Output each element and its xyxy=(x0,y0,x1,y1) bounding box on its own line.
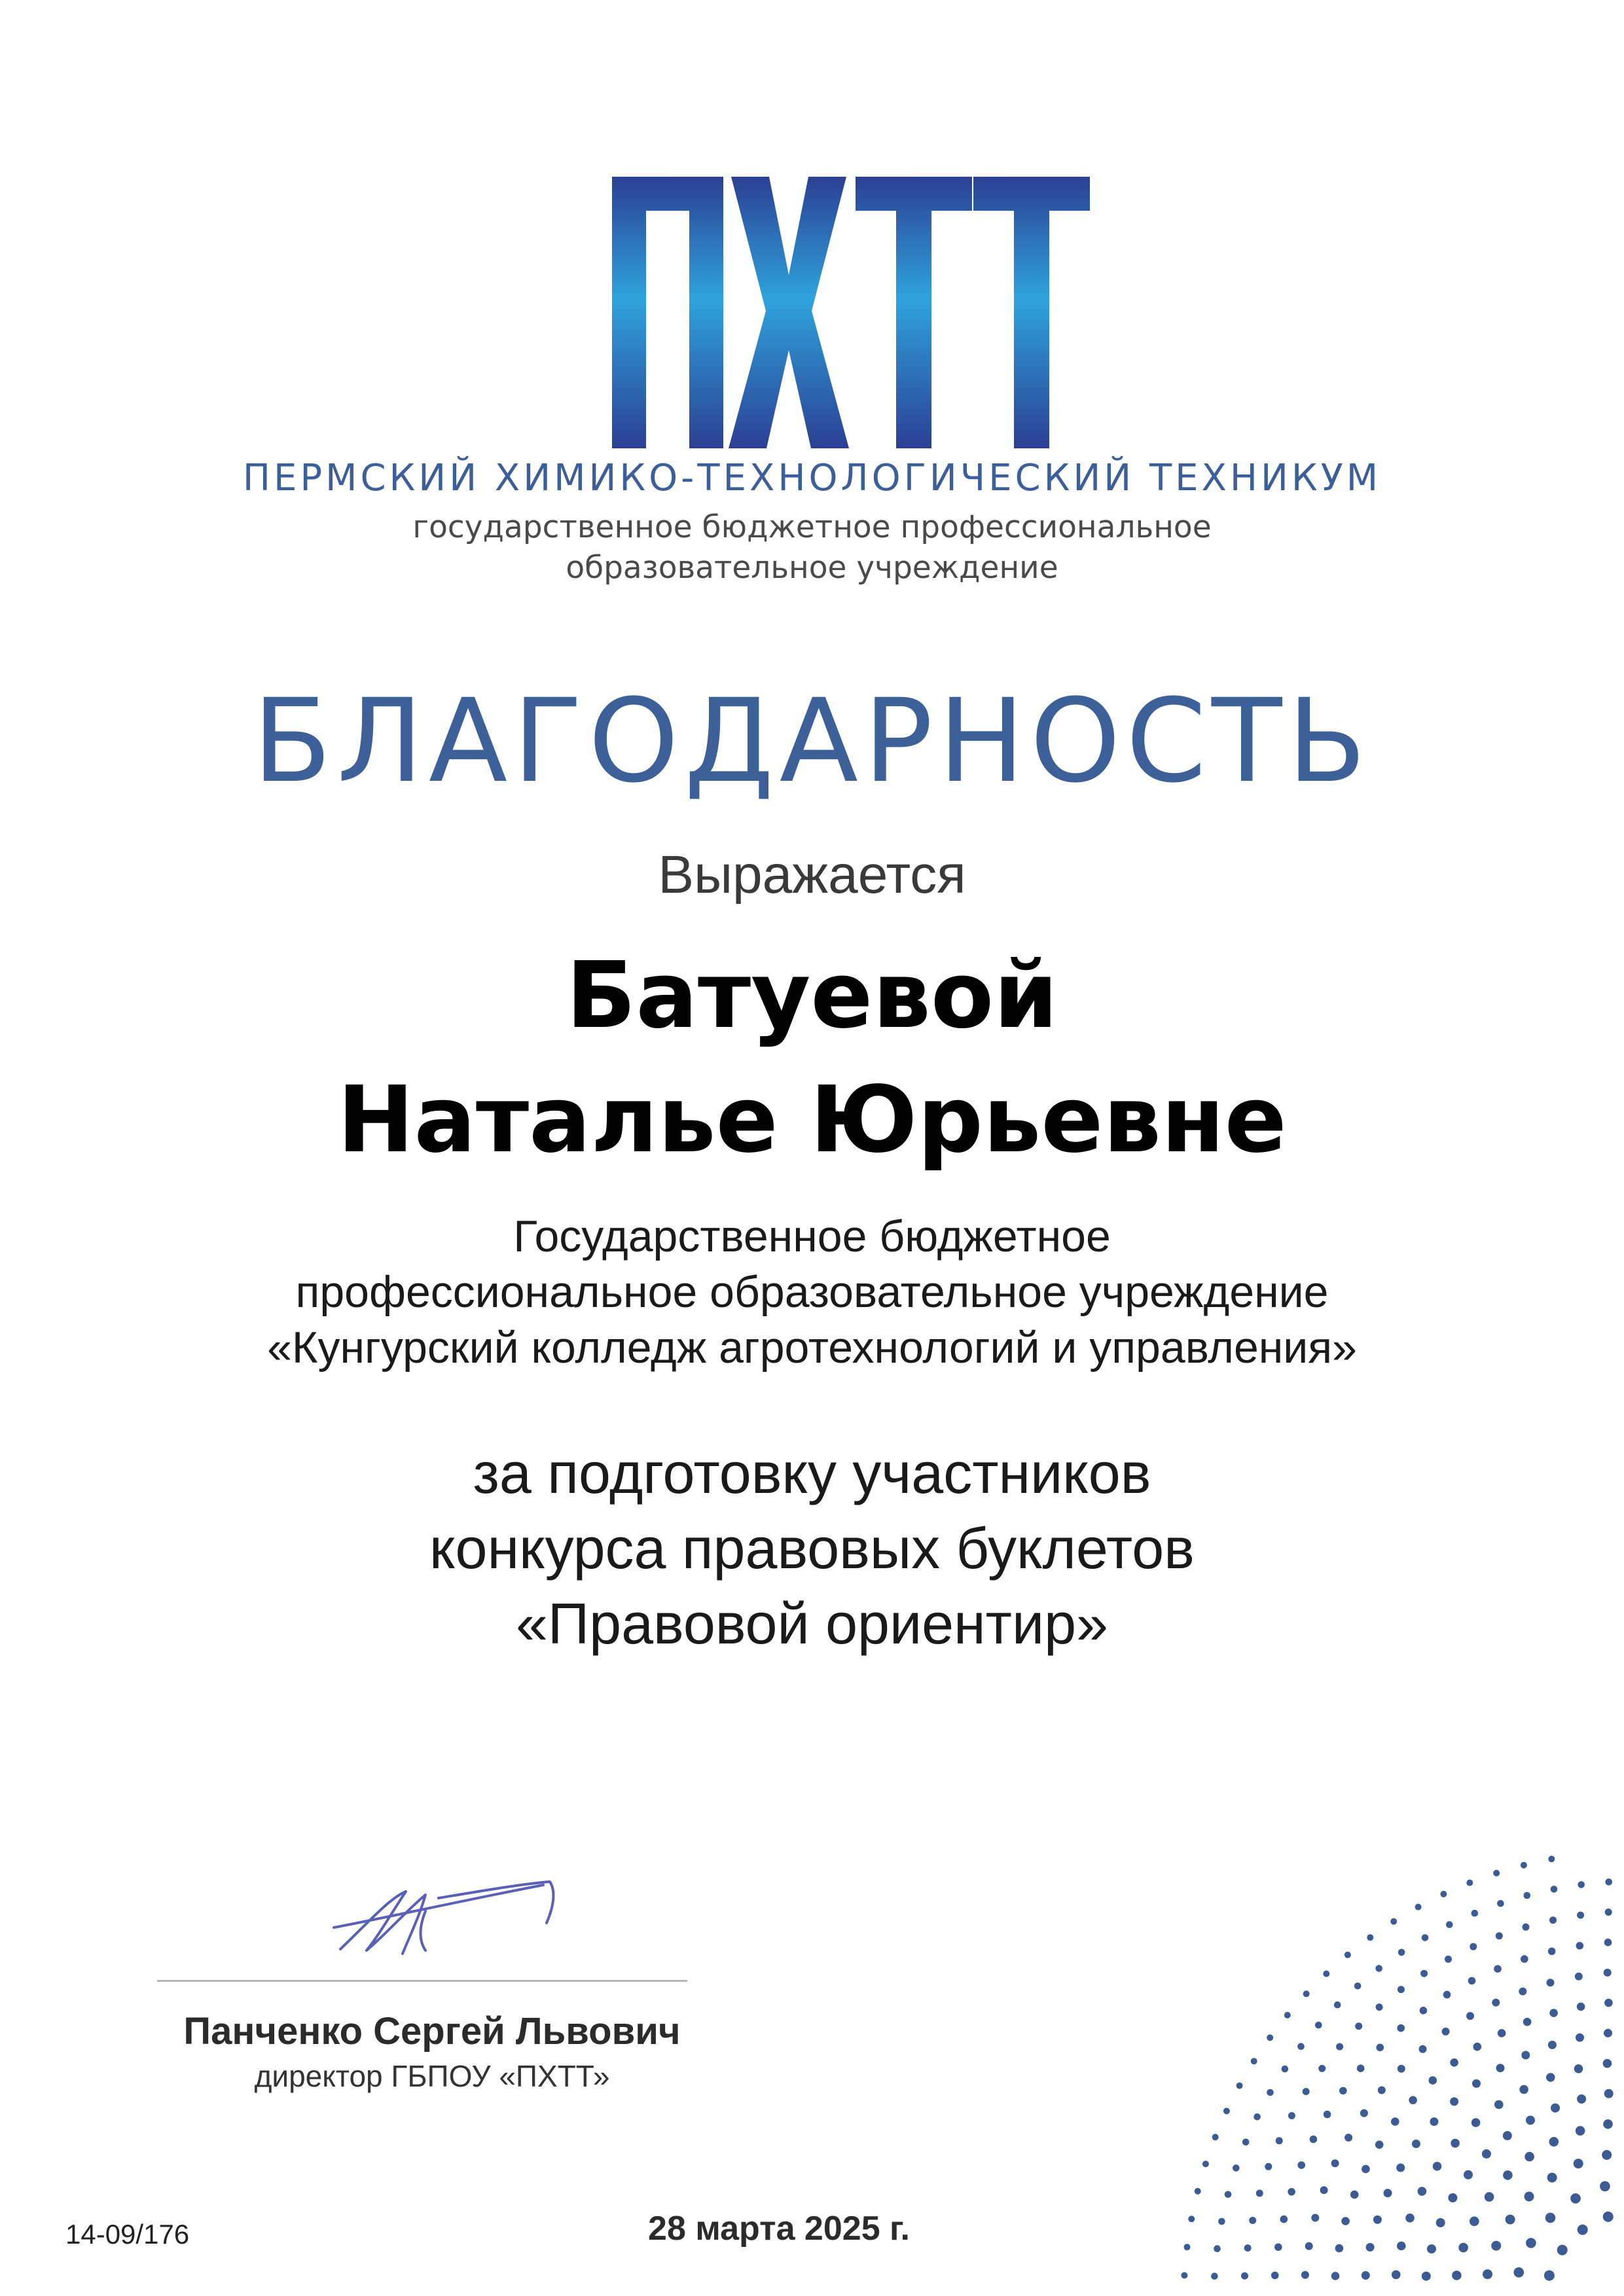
decorative-dot xyxy=(1451,2139,1460,2148)
decorative-dot xyxy=(1181,2272,1187,2279)
decorative-dot xyxy=(1331,2159,1339,2167)
decorative-dot xyxy=(1355,2022,1362,2030)
decorative-dot xyxy=(1412,2140,1420,2148)
decorative-dot xyxy=(1548,2041,1557,2049)
decorative-dot xyxy=(1526,2115,1535,2125)
certificate-title: БЛАГОДАРНОСТЬ xyxy=(252,674,1372,808)
decorative-dot xyxy=(1360,2109,1368,2117)
decorative-dot xyxy=(1398,1986,1405,1993)
decorative-dot xyxy=(1514,2267,1525,2278)
decorative-dot xyxy=(1274,2244,1282,2251)
decorative-dot xyxy=(1420,1970,1428,1977)
decorative-dot xyxy=(1244,2244,1252,2251)
decorative-dot xyxy=(1430,2117,1438,2126)
decorative-dot xyxy=(1440,1891,1447,1897)
decorative-dot-pattern xyxy=(1047,1852,1624,2296)
decorative-dot xyxy=(1445,1956,1452,1963)
decorative-dot xyxy=(1436,2218,1445,2227)
decorative-dot xyxy=(1525,2152,1534,2162)
institution-line-3: «Кунгурский колледж агротехнологий и управления» xyxy=(267,1323,1357,1372)
decorative-dot xyxy=(1496,2064,1505,2072)
decorative-dot xyxy=(1429,2076,1437,2085)
decorative-dot xyxy=(1493,1870,1500,1876)
decorative-dot xyxy=(1468,1977,1476,1985)
decorative-dot xyxy=(1578,1881,1585,1888)
decorative-dot xyxy=(1392,2270,1401,2280)
decorative-dot xyxy=(1212,2134,1219,2140)
decorative-dot xyxy=(1433,2162,1442,2171)
decorative-dot xyxy=(1236,2083,1243,2089)
decorative-dot xyxy=(1525,2192,1534,2202)
decorative-dot xyxy=(1188,2215,1195,2222)
decorative-dot xyxy=(1398,1949,1405,1956)
decorative-dot xyxy=(1521,2051,1530,2060)
decorative-dot xyxy=(1604,2029,1612,2037)
decorative-dot xyxy=(1375,2141,1384,2149)
decorative-dot xyxy=(1282,2066,1289,2073)
decorative-dot xyxy=(1483,2269,1492,2279)
decorative-dot xyxy=(1547,1979,1555,1986)
decorative-dot xyxy=(1549,2137,1559,2147)
decorative-dot xyxy=(1603,2059,1612,2068)
decorative-dot xyxy=(1318,2065,1326,2072)
decorative-dot xyxy=(1492,1999,1500,2007)
decorative-dot xyxy=(1602,2150,1612,2160)
decorative-dot xyxy=(1545,2213,1556,2223)
decorative-dot xyxy=(1548,1856,1555,1862)
decorative-dot xyxy=(1249,2217,1256,2224)
decorative-dot xyxy=(1384,2189,1392,2197)
recipient-surname: Батуевой xyxy=(566,942,1058,1049)
decorative-dot xyxy=(1366,2243,1375,2251)
decorative-dot xyxy=(1357,2064,1365,2072)
decorative-dot xyxy=(1443,1991,1451,1999)
decorative-dot xyxy=(1211,2272,1218,2280)
decorative-dot xyxy=(1311,2214,1319,2222)
decorative-dot xyxy=(1362,2165,1370,2174)
decorative-dot xyxy=(1378,2087,1386,2094)
decorative-dot xyxy=(1551,1886,1558,1893)
decorative-dot xyxy=(1427,2244,1436,2253)
decorative-dot xyxy=(1551,2104,1560,2113)
decorative-dot xyxy=(1344,2134,1352,2142)
decorative-dot xyxy=(1367,1934,1373,1941)
decorative-dot xyxy=(1576,1942,1584,1950)
decorative-dot xyxy=(1339,2087,1347,2095)
decorative-dot xyxy=(1336,2043,1343,2051)
decorative-dot xyxy=(1397,2242,1406,2251)
decorative-dot xyxy=(1225,2191,1232,2198)
decorative-dot xyxy=(1354,1982,1362,1990)
decorative-dot xyxy=(1233,2164,1240,2172)
decorative-dot xyxy=(1523,1924,1530,1931)
decorative-dot xyxy=(1575,1973,1583,1981)
decorative-dot xyxy=(1503,2170,1513,2180)
document-date: 28 марта 2025 г. xyxy=(648,2210,910,2248)
decorative-dot xyxy=(1297,2161,1305,2169)
decorative-dot xyxy=(1405,2214,1415,2223)
decorative-dot xyxy=(1376,2003,1383,2011)
decorative-dot xyxy=(1419,2045,1427,2053)
decorative-dot xyxy=(1422,2272,1431,2281)
organization-type-line-2: образовательное учреждение xyxy=(566,550,1058,586)
decorative-dot xyxy=(1301,2271,1309,2279)
decorative-dot xyxy=(1310,2136,1318,2144)
decorative-dot xyxy=(1521,1955,1528,1963)
decorative-dot xyxy=(1303,2088,1310,2095)
decorative-dot xyxy=(1497,1900,1504,1907)
decorative-dot xyxy=(1420,2007,1428,2015)
decorative-dot xyxy=(1466,2012,1474,2020)
decorative-dot xyxy=(1604,1999,1613,2007)
organization-name: ПЕРМСКИЙ ХИМИКО-ТЕХНОЛОГИЧЕСКИЙ ТЕХНИКУМ xyxy=(242,457,1382,499)
decorative-dot xyxy=(1548,1948,1556,1956)
decorative-dot xyxy=(1265,2163,1272,2170)
decorative-dot xyxy=(1482,2149,1491,2159)
decorative-dot xyxy=(1472,2079,1481,2088)
decorative-dot xyxy=(1577,2003,1585,2011)
decorative-dot xyxy=(1315,2022,1322,2029)
decorative-dot xyxy=(1604,2089,1614,2098)
decorative-dot xyxy=(1605,1878,1612,1886)
pkhtt-logo xyxy=(612,177,1090,452)
decorative-dot xyxy=(1334,2001,1341,2009)
decorative-dot xyxy=(1450,2058,1458,2067)
decorative-dot xyxy=(1547,2173,1557,2183)
decorative-dot xyxy=(1498,2029,1506,2037)
recipient-given-names: Наталье Юрьевне xyxy=(337,1067,1287,1174)
decorative-dot xyxy=(1491,2241,1501,2251)
signer-title: директор ГБПОУ «ПХТТ» xyxy=(254,2059,610,2093)
decorative-dot xyxy=(1373,2215,1382,2224)
decorative-dot xyxy=(1576,2034,1584,2042)
decorative-dot xyxy=(1375,1965,1382,1972)
decorative-dot xyxy=(1446,1921,1453,1928)
decorative-dot xyxy=(1218,2218,1225,2225)
decorative-dot xyxy=(1390,1918,1397,1925)
decorative-dot xyxy=(1288,2188,1295,2196)
decorative-dot xyxy=(1605,1909,1612,1916)
decorative-dot xyxy=(1506,2215,1515,2225)
decorative-dot xyxy=(1335,2244,1344,2253)
decorative-dot xyxy=(1448,2193,1457,2202)
decorative-dot xyxy=(1242,2139,1250,2146)
decorative-dot xyxy=(1549,2009,1558,2017)
decorative-dot xyxy=(1603,2119,1613,2129)
decorative-dot xyxy=(1524,1892,1531,1899)
decorative-dot xyxy=(1324,2111,1331,2119)
decorative-dot xyxy=(1442,2028,1450,2036)
decorative-dot xyxy=(1320,2186,1328,2194)
signature-line xyxy=(157,1980,687,1982)
decorative-dot xyxy=(1577,1912,1584,1919)
decorative-dot xyxy=(1391,2117,1399,2126)
decorative-dot xyxy=(1409,2096,1417,2105)
decorative-dot xyxy=(1576,2126,1585,2136)
decorative-dot xyxy=(1184,2244,1191,2250)
decorative-dot xyxy=(1422,1934,1429,1941)
institution-line-2: профессиональное образовательное учреждение xyxy=(295,1267,1329,1317)
decorative-dot xyxy=(1496,1932,1503,1939)
decorative-dot xyxy=(1267,2034,1273,2041)
decorative-dot xyxy=(1603,2212,1614,2222)
decorative-dot xyxy=(1452,2270,1462,2280)
decorative-dot xyxy=(1241,2272,1248,2280)
decorative-dot xyxy=(1223,2108,1230,2114)
decorative-dot xyxy=(1331,2272,1340,2280)
decorative-dot xyxy=(1288,2112,1295,2119)
decorative-dot xyxy=(1604,1969,1612,1977)
reason-line-3: «Правовой ориентир» xyxy=(515,1591,1108,1656)
decorative-dot xyxy=(1494,1965,1502,1973)
decorative-dot xyxy=(1280,2215,1288,2223)
decorative-dot xyxy=(1503,2131,1512,2140)
decorative-dot xyxy=(1450,2097,1458,2106)
decorative-dot xyxy=(1202,2161,1209,2167)
decorative-dot xyxy=(1254,2113,1261,2121)
decorative-dot xyxy=(1284,2012,1291,2018)
decorative-dot xyxy=(1519,2085,1528,2094)
decorative-dot xyxy=(1521,1862,1527,1869)
decorative-dot xyxy=(1544,2270,1555,2281)
decorative-dot xyxy=(1305,2242,1313,2250)
organization-type-line-1: государственное бюджетное профессиональное xyxy=(412,509,1212,545)
decorative-dot xyxy=(1267,2089,1274,2096)
decorative-dot xyxy=(1473,2043,1482,2051)
decorative-dot xyxy=(1464,2170,1473,2179)
decorative-dot xyxy=(1574,2064,1583,2073)
decorative-dot xyxy=(1415,1904,1422,1910)
signature-image xyxy=(327,1872,563,1964)
decorative-dot xyxy=(1396,2164,1405,2172)
decorative-dot xyxy=(1341,2217,1350,2225)
decorative-dot xyxy=(1471,2118,1481,2127)
decorative-dot xyxy=(1549,1916,1557,1924)
decorative-dot xyxy=(1557,2245,1568,2255)
decorative-dot xyxy=(1397,2024,1405,2032)
signer-name: Панченко Сергей Львович xyxy=(183,2010,681,2053)
decorative-dot xyxy=(1418,2187,1427,2196)
decorative-dot xyxy=(1398,2065,1405,2073)
decorative-dot xyxy=(1470,1943,1477,1950)
decorative-dot xyxy=(1377,2044,1384,2052)
decorative-dot xyxy=(1574,2159,1583,2168)
decorative-dot xyxy=(1570,2193,1581,2204)
decorative-dot xyxy=(1577,2094,1586,2104)
decorative-dot xyxy=(1323,1971,1329,1977)
decorative-dot xyxy=(1546,2073,1555,2082)
decorative-dot xyxy=(1600,2181,1610,2192)
decorative-dot xyxy=(1214,2245,1221,2252)
decorative-dot xyxy=(1604,1939,1612,1946)
decorative-dot xyxy=(1344,1952,1351,1958)
decorative-dot xyxy=(1523,2018,1532,2026)
decorative-dot xyxy=(1251,2058,1257,2064)
decorative-dot xyxy=(1470,2217,1479,2227)
decorative-dot xyxy=(1350,2191,1359,2199)
decorative-dot xyxy=(1578,2225,1588,2235)
decorative-dot xyxy=(1276,2137,1283,2144)
expressed-label: Выражается xyxy=(658,845,966,905)
decorative-dot xyxy=(1494,2100,1504,2109)
decorative-dot xyxy=(1471,1910,1479,1917)
decorative-dot xyxy=(1271,2272,1279,2280)
institution-line-1: Государственное бюджетное xyxy=(513,1211,1111,1261)
decorative-dot xyxy=(1256,2190,1263,2197)
document-number: 14-09/176 xyxy=(65,2219,190,2250)
decorative-dot xyxy=(1519,1988,1526,1996)
decorative-dot xyxy=(1303,1990,1310,1997)
decorative-dot xyxy=(1195,2188,1201,2195)
decorative-dot xyxy=(1458,2243,1468,2253)
decorative-dot xyxy=(1362,2271,1370,2280)
decorative-dot xyxy=(1466,1880,1473,1886)
reason-line-1: за подготовку участников xyxy=(473,1441,1151,1505)
reason-line-2: конкурса правовых буклетов xyxy=(429,1516,1195,1581)
decorative-dot xyxy=(1297,2043,1305,2050)
decorative-dot xyxy=(1485,2192,1494,2202)
decorative-dot xyxy=(1526,2238,1536,2248)
